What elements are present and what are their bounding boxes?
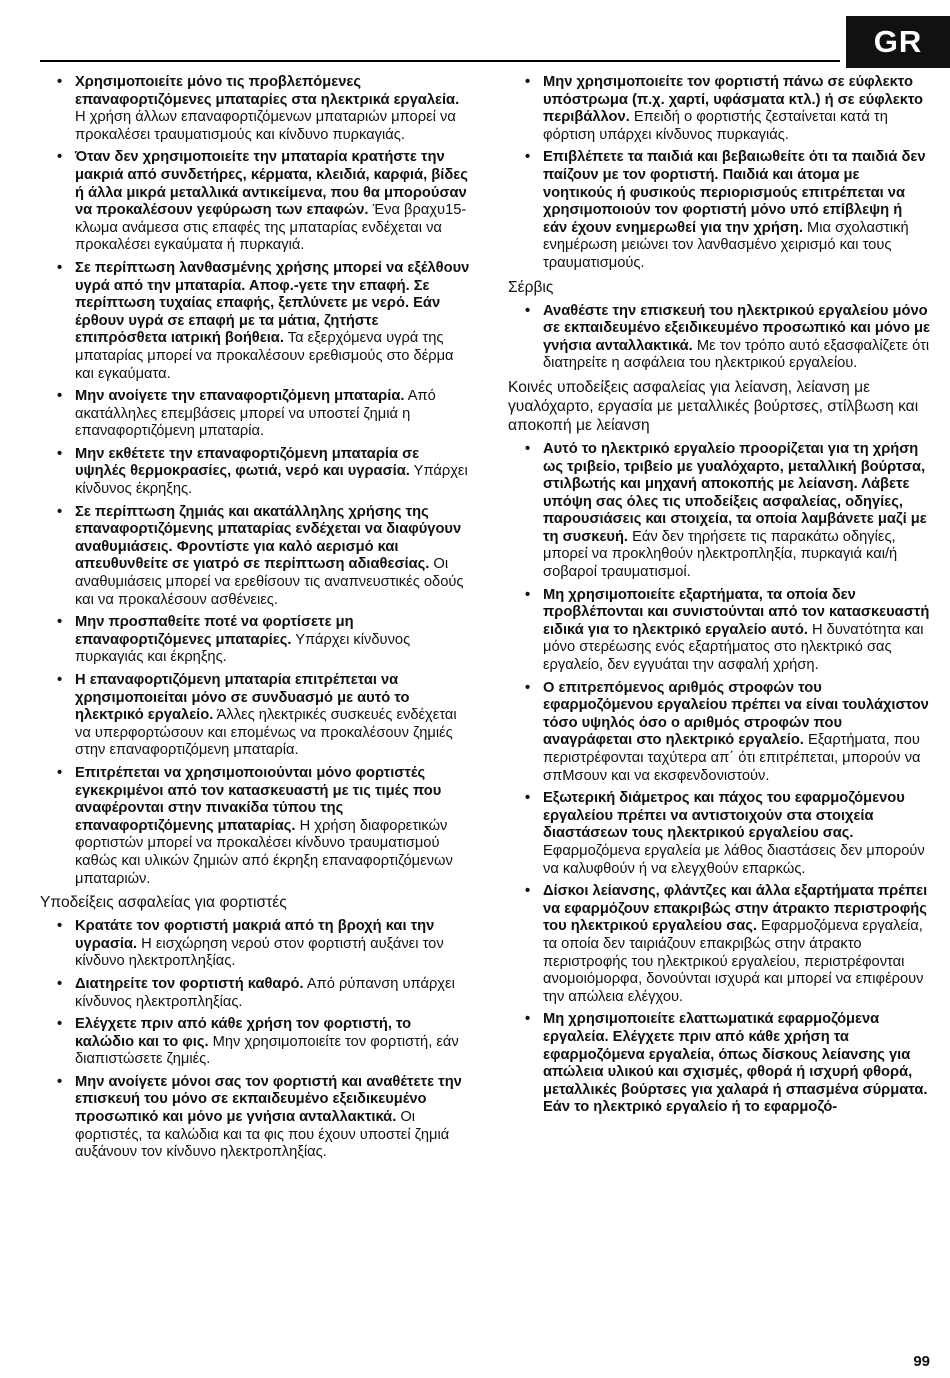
bullet-bold-text: Εξωτερική διάμετρος και πάχος του εφαρμοζόμενου εργαλείου πρέπει να αντιστοιχούν στα στοιχεία διαστάσεων τους ηλεκτρικού εργαλείου σας. <box>543 790 905 842</box>
safety-bullet-item <box>40 1074 470 1162</box>
bullet-body-text: Οι αναθυμιάσεις μπορεί να ερεθίσουν τις αναπνευστικές οδούς και να προκαλέσουν ασθένειες. <box>75 556 464 608</box>
bullet-bold-text: Η επαναφορτιζόμενη μπαταρία επιτρέπεται να χρησιμοποιείται μόνο σε συνδυασμό με αυτό το ηλεκτρικό εργαλείο. <box>75 672 410 724</box>
safety-bullet-item <box>508 74 930 144</box>
bullet-icon: • <box>525 149 531 166</box>
safety-bullet-item <box>40 765 470 888</box>
bullet-icon: • <box>57 503 63 520</box>
bullet-icon: • <box>525 1011 531 1028</box>
bullet-icon: • <box>525 586 531 603</box>
bullet-icon: • <box>525 302 531 319</box>
bullet-icon: • <box>57 614 63 631</box>
bullet-bold-text: Μην ανοίγετε μόνοι σας τον φορτιστή και αναθέτετε την επισκευή του μόνο σε εκπαιδευμένο εξειδικευμένο προσωπικό και μόνο με γνήσια ανταλλακτικά. <box>75 1073 462 1126</box>
bullet-icon: • <box>57 1073 63 1090</box>
bullet-bold-text: Μην προσπαθείτε ποτέ να φορτίσετε μη επαναφορτιζόμενες μπαταρίες. <box>75 614 354 648</box>
bullet-body-text: Ένα βραχυ15-κλωμα ανάμεσα στις επαφές της μπαταρίας ενδέχεται να προκαλέσει εγκαύματα ή πυρκαγιά. <box>75 202 467 254</box>
safety-bullet-item <box>40 672 470 760</box>
bullet-icon: • <box>525 440 531 457</box>
safety-bullet-item <box>508 149 930 272</box>
bullet-icon: • <box>57 764 63 781</box>
bullet-icon: • <box>57 388 63 405</box>
bullet-icon: • <box>57 74 63 90</box>
bullet-body-text: Υπάρχει κίνδυνος πυρκαγιάς και έκρηξης. <box>75 631 411 666</box>
safety-bullet-item <box>40 976 470 1011</box>
bullet-body-text: Μια σχολαστική ενημέρωση μειώνει τον λανθασμένο χειρισμό και τους τραυματισμούς. <box>543 219 909 271</box>
right-column <box>508 74 930 1122</box>
safety-bullet-item <box>508 680 930 786</box>
section-heading: Σέρβις <box>508 278 554 296</box>
bullet-body-text: Η εισχώρηση νερού στον φορτιστή αυξάνει τον κίνδυνο ηλεκτροπληξίας. <box>75 935 444 970</box>
bullet-body-text: Επειδή ο φορτιστής ζεσταίνεται κατά τη φόρτιση υπάρχει κίνδυνος πυρκαγιάς. <box>543 109 888 143</box>
safety-bullet-item <box>40 504 470 610</box>
safety-bullet-item <box>508 1011 930 1117</box>
safety-bullet-item <box>508 441 930 582</box>
bullet-body-text: Μην χρησιμοποιείτε τον φορτιστή, εάν διαπιστώσετε ζημιές. <box>75 1033 459 1068</box>
bullet-body-text: Εφαρμοζόμενα εργαλεία, τα οποία δεν ταιριάζουν επακριβώς στην άτρακτο περιστροφής του ηλεκτρικού εργαλείου, περιστρέφονται ανομοιόμορφα, δονούνται ισχυρά και μπορεί να επιφέρουν την απώλεια ελέγχου. <box>543 918 924 1005</box>
bullet-bold-text: Αυτό το ηλεκτρικό εργαλείο προορίζεται για τη χρήση ως τριβείο, τριβείο με γυαλόχαρτο, μεταλλική βούρτσα, στιλβωτής και μηχανή αποκοπής με λείανση. Λάβετε υπόψη σας όλες τις υποδείξεις ασφαλείας, οδηγίες, παρουσιάσεις και στοιχεία, τα οποία λαμβάνετε μαζί με τη συσκευή. <box>543 440 927 545</box>
bullet-bold-text: Σε περίπτωση ζημιάς και ακατάλληλης χρήσης της επαναφορτιζόμενης μπαταρίας ενδέχεται να διαφύγουν αναθυμιάσεις. Φροντίστε για καλό αερισμό και απευθυνθείτε σε γιατρό σε περίπτωση αδιαθεσίας. <box>75 503 462 573</box>
bullet-icon: • <box>525 883 531 900</box>
language-tab: GR <box>846 16 950 68</box>
safety-bullet-item <box>40 918 470 971</box>
bullet-bold-text: Μην ανοίγετε την επαναφορτιζόμενη μπαταρία. <box>75 388 405 405</box>
bullet-body-text: Άλλες ηλεκτρικές συσκευές ενδέχεται να υπερφορτώσουν και επομένως να προκαλέσουν ζημιές στην επαναφορτιζόμενη μπαταρία. <box>75 707 457 759</box>
safety-bullet-item <box>40 1016 470 1069</box>
bullet-bold-text: Επιτρέπεται να χρησιμοποιούνται μόνο φορτιστές εγκεκριμένοι από τον κατασκευαστή με τις τιμές που αναφέρονται στην πινακίδα τύπου της επαναφορτιζόμενης μπαταρίας. <box>75 764 442 834</box>
left-column <box>40 74 470 1167</box>
safety-bullet-item <box>40 74 470 144</box>
bullet-bold-text: Κρατάτε τον φορτιστή μακριά από τη βροχή και την υγρασία. <box>75 918 435 952</box>
bullet-bold-text: Ο επιτρεπόμενος αριθμός στροφών του εφαρμοζόμενου εργαλείου πρέπει να είναι τουλάχιστον τόσο υψηλός όσο ο αριθμός στροφών που αναγράφεται στο ηλεκτρικό εργαλείο. <box>543 679 929 749</box>
bullet-body-text: Εφαρμοζόμενα εργαλεία με λάθος διαστάσεις δεν μπορούν να καλυφθούν ή να ελεγχθούν επαρκώς. <box>543 842 925 877</box>
bullet-body-text: Εξαρτήματα, που περιστρέφονται ταχύτερα απ΄ ότι επιτρέπεται, μπορούν να σπΜσουν και να εκσφενδονιστούν. <box>543 732 921 784</box>
bullet-icon: • <box>57 259 63 276</box>
bullet-body-text: Εάν δεν τηρήσετε τις παρακάτω οδηγίες, μπορεί να προκληθούν ηλεκτροπληξία, πυρκαγιά και/ή σοβαροί τραυματισμοί. <box>543 528 898 581</box>
bullet-icon: • <box>525 790 531 807</box>
bullet-bold-text: Δίσκοι λείανσης, φλάντζες και άλλα εξαρτήματα πρέπει να εφαρμόζουν επακριβώς στην άτρακτο περιστροφής του ηλεκτρικού εργαλείου σας. <box>543 883 928 935</box>
section-heading: Κοινές υποδείξεις ασφαλείας για λείανση, λείανση με γυαλόχαρτο, εργασία με μεταλλικές βούρτσες, στίλβωση και αποκοπή με λείανση <box>508 378 919 434</box>
safety-bullet-item <box>40 614 470 667</box>
bullet-body-text: Η χρήση διαφορετικών φορτιστών μπορεί να προκαλέσει κίνδυνο τραυματισμού καθώς και υλικών ζημιών από έκρηξη επαναφορτιζόμενων μπαταριών. <box>75 817 453 887</box>
bullet-icon: • <box>57 672 63 688</box>
bullet-icon: • <box>57 445 63 462</box>
safety-bullet-item <box>508 790 930 878</box>
section-heading: Υποδείξεις ασφαλείας για φορτιστές <box>40 894 287 912</box>
safety-bullet-item <box>40 149 470 255</box>
bullet-bold-text: Μην εκθέτετε την επαναφορτιζόμενη μπαταρία σε υψηλές θερμοκρασίες, φωτιά, νερό και υγρασία. <box>75 445 420 480</box>
bullet-body-text: Υπάρχει κίνδυνος έκρηξης. <box>75 463 468 498</box>
safety-bullet-item <box>508 883 930 1006</box>
bullet-bold-text: Μη χρησιμοποιείτε ελαττωματικά εφαρμοζόμενα εργαλεία. Ελέγχετε πριν από κάθε χρήση τα εφαρμοζόμενα εργαλεία, όπως δίσκους λείανσης για απώλεια υλικού και σχισμές, φθορά ή ισχυρή φθορά, μεταλλικές βούρτσες για χαλαρά ή σπασμένα σύρματα. Εάν το ηλεκτρικό εργαλείο ή το εφαρμοζό- <box>543 1011 928 1116</box>
bullet-bold-text: Επιβλέπετε τα παιδιά και βεβαιωθείτε ότι τα παιδιά δεν παίζουν με τον φορτιστή. Παιδιά και άτομα με νοητικούς ή φυσικούς περιορισμούς επιτρέπεται να χρησιμοποιούν τον φορτιστή μόνο υπό επίβλεψη ή εάν έχουν ενημερωθεί για την χρήση. <box>543 149 926 236</box>
safety-bullet-item <box>40 446 470 499</box>
bullet-icon: • <box>525 679 531 696</box>
bullet-body-text: Η χρήση άλλων επαναφορτιζόμενων μπαταριών μπορεί να προκαλέσει τραυματισμούς και κίνδυνο πυρκαγιάς. <box>75 109 456 143</box>
bullet-bold-text: Μη χρησιμοποιείτε εξαρτήματα, τα οποία δεν προβλέπονται και συνιστούνται από τον κατασκευαστή ειδικά για το ηλεκτρικό εργαλείο αυτό. <box>543 586 930 638</box>
bullet-bold-text: Αναθέστε την επισκευή του ηλεκτρικού εργαλείου μόνο σε εκπαιδευμένο εξειδικευμένο προσωπικό και μόνο με γνήσια ανταλλακτικά. <box>543 302 931 354</box>
bullet-icon: • <box>57 1016 63 1033</box>
bullet-body-text: Με τον τρόπο αυτό εξασφαλίζετε ότι διατηρείτε η ασφάλεια του ηλεκτρικού εργαλείου. <box>543 337 930 372</box>
header-rule <box>40 60 840 62</box>
bullet-bold-text: Σε περίπτωση λανθασμένης χρήσης μπορεί να εξέλθουν υγρά από την μπαταρία. Αποφ.-γετε την επαφή. Σε περίπτωση τυχαίας επαφής, ξεπλύνετε με νερό. Εάν έρθουν υγρά σε επαφή με τα μάτια, ζητήστε επιπρόσθετα ιατρική βοήθεια. <box>75 259 470 347</box>
safety-bullet-item <box>40 260 470 383</box>
bullet-icon: • <box>57 975 63 992</box>
bullet-bold-text: Μην χρησιμοποιείτε τον φορτιστή πάνω σε εύφλεκτο υπόστρωμα (π.χ. χαρτί, υφάσματα κτλ.) ή σε εύφλεκτο περιβάλλον. <box>543 74 924 126</box>
page-number: 99 <box>913 1353 930 1370</box>
safety-bullet-item <box>508 303 930 373</box>
bullet-body-text: Από ακατάλληλες επεμβάσεις μπορεί να υποστεί ζημιά η επαναφορτιζόμενη μπαταρία. <box>75 388 436 440</box>
bullet-body-text: Οι φορτιστές, τα καλώδια και τα φις που έχουν υποστεί ζημιά αυξάνουν τον κίνδυνο ηλεκτροπληξίας. <box>75 1109 450 1161</box>
bullet-icon: • <box>57 918 63 935</box>
bullet-bold-text: Ελέγχετε πριν από κάθε χρήση τον φορτιστή, το καλώδιο και το φις. <box>75 1016 412 1050</box>
bullet-icon: • <box>525 74 531 90</box>
bullet-body-text: Από ρύπανση υπάρχει κίνδυνος ηλεκτροπληξίας. <box>75 975 455 1010</box>
bullet-body-text: Τα εξερχόμενα υγρά της μπαταρίας μπορεί να προκαλέσουν ερεθισμούς στο δέρμα και εγκαύματα. <box>75 330 454 382</box>
bullet-bold-text: Χρησιμοποιείτε μόνο τις προβλεπόμενες επαναφορτιζόμενες μπαταρίες στα ηλεκτρικά εργαλεία. <box>75 74 460 108</box>
bullet-bold-text: Διατηρείτε τον φορτιστή καθαρό. <box>75 975 304 992</box>
safety-bullet-item <box>508 587 930 675</box>
bullet-body-text: Η δυνατότητα και μόνο στερέωσης ενός εξαρτήματος στο ηλεκτρικό σας εργαλείο, δεν εγγυάται την ασφαλή χρήση. <box>543 621 924 674</box>
bullet-bold-text: Όταν δεν χρησιμοποιείτε την μπαταρία κρατήστε την μακριά από συνδετήρες, κέρματα, κλειδιά, καρφιά, βίδες ή άλλα μικρά μεταλλικά αντικείμενα, που θα μπορούσαν να προκαλέσουν γεφύρωση των επαφών. <box>75 149 468 219</box>
safety-bullet-item <box>40 388 470 441</box>
bullet-icon: • <box>57 149 63 166</box>
